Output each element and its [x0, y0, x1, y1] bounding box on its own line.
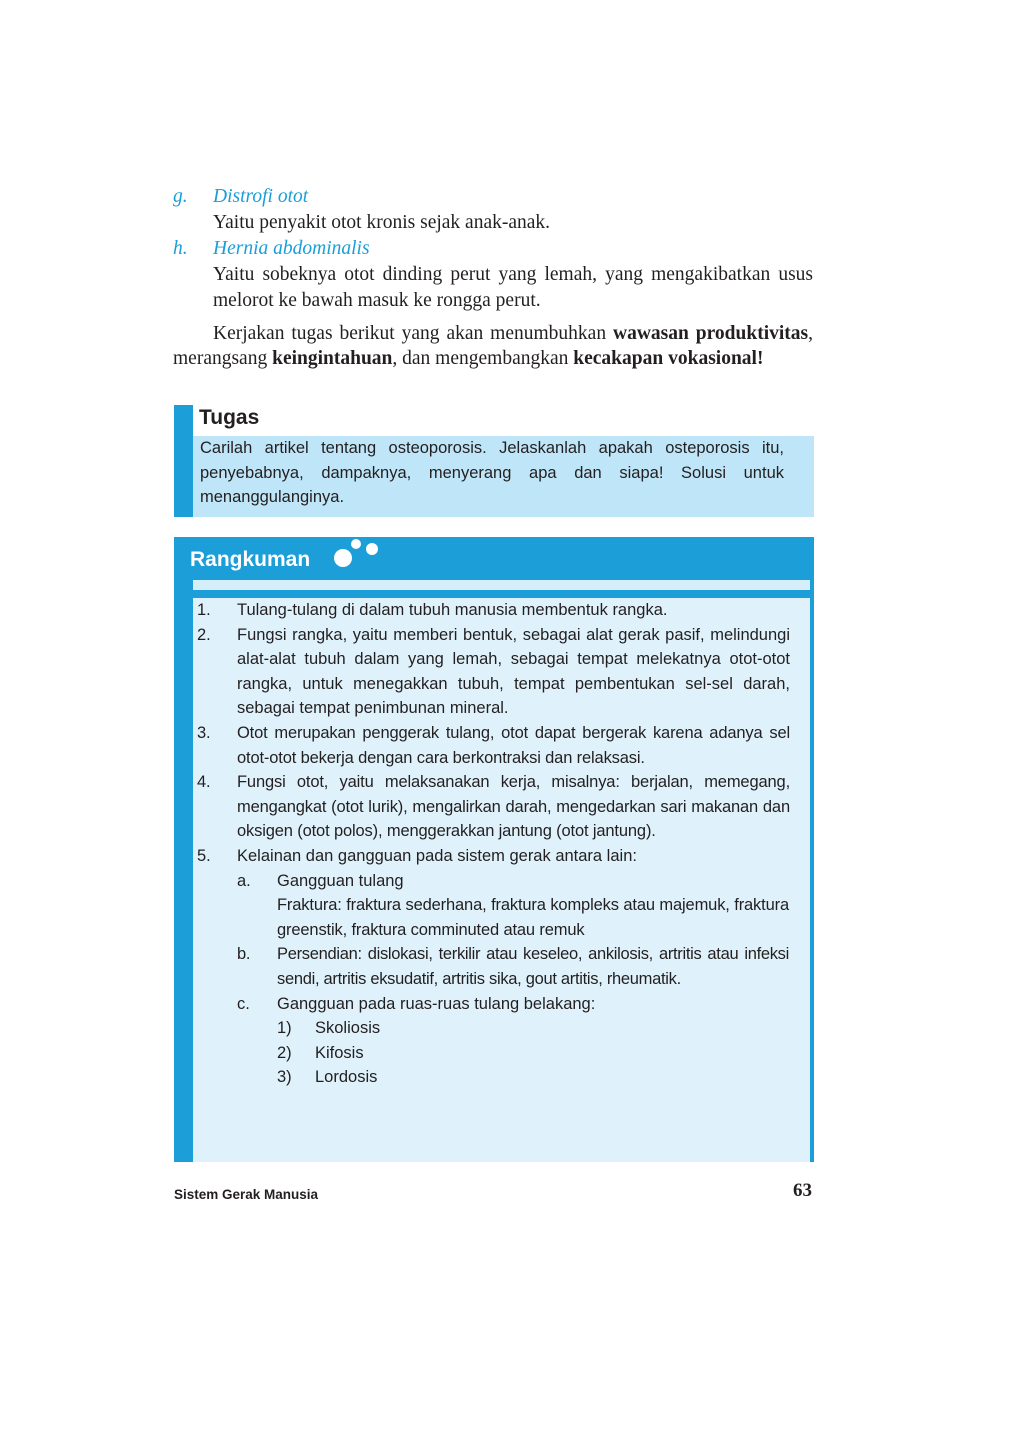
- list-item: [197, 721, 790, 770]
- sub-item-text: Persendian: dislokasi, terkilir atau keseleo, ankilosis, artritis atau infeksi sendi, artritis eksudatif, artritis sika, gout artitis, rheumatik.: [277, 945, 789, 988]
- intro-bold: keingintahuan: [272, 348, 393, 369]
- tugas-box: [174, 405, 814, 517]
- sub-sub-number: 1): [277, 1019, 292, 1038]
- sub-sub-text: Skoliosis: [315, 1019, 381, 1038]
- sub-item: [237, 942, 789, 991]
- intro-paragraph: [173, 321, 813, 371]
- page-number: 63: [793, 1180, 812, 1201]
- definition-item-h: [173, 236, 813, 314]
- sub-item-letter: a.: [237, 871, 251, 890]
- rangkuman-title: Rangkuman: [190, 548, 311, 571]
- item-text: Otot merupakan penggerak tulang, otot dapat bergerak karena adanya sel otot-otot bekerja dengan cara berkontraksi dan relaksasi.: [237, 723, 790, 767]
- sub-sub-text: Lordosis: [315, 1068, 378, 1087]
- definition-item-g: [173, 184, 813, 236]
- rangkuman-box: [174, 537, 814, 1162]
- sub-item-letter: b.: [237, 945, 251, 964]
- sub-item: [237, 869, 789, 943]
- list-item: [197, 623, 790, 721]
- sub-sub-text: Kifosis: [315, 1043, 364, 1062]
- item-description: Yaitu penyakit otot kronis sejak anak-anak.: [213, 212, 551, 233]
- footer-chapter-title: Sistem Gerak Manusia: [174, 1187, 319, 1202]
- item-text: Tulang-tulang di dalam tubuh manusia membentuk rangka.: [237, 601, 668, 619]
- sub-sub-item: [277, 1016, 789, 1041]
- item-number: 3.: [197, 723, 211, 742]
- decorative-dot-icon: [334, 549, 352, 567]
- intro-bold: kecakapan vokasional!: [573, 348, 764, 369]
- list-item: [197, 598, 790, 623]
- tugas-body: [193, 436, 814, 517]
- intro-bold: wawasan produktivitas: [613, 323, 809, 344]
- item-letter: g.: [173, 186, 188, 207]
- sub-sub-item: [277, 1041, 789, 1066]
- sub-item-letter: c.: [237, 994, 250, 1013]
- rangkuman-strip: [193, 580, 810, 590]
- item-text: Fungsi otot, yaitu melaksanakan kerja, misalnya: berjalan, memegang, mengangkat (otot lurik), mengalirkan darah, mengedarkan sari makanan dan oksigen (otot polos), menggerakkan jantung (otot jantung).: [237, 773, 790, 841]
- list-item: [197, 844, 790, 1090]
- sub-item-text: Gangguan tulang: [277, 871, 404, 890]
- tugas-heading: Tugas: [199, 406, 260, 429]
- rangkuman-list: [193, 598, 810, 1090]
- tugas-text: Carilah artikel tentang osteoporosis. Jelaskanlah apakah osteporosis itu, penyebabnya, dampaknya, menyerang apa dan siapa! Solusi untuk menanggulanginya.: [200, 439, 784, 506]
- item-term: Distrofi otot: [213, 186, 309, 207]
- intro-text: Kerjakan tugas berikut yang akan menumbuhkan: [213, 323, 613, 344]
- decorative-dot-icon: [366, 543, 378, 555]
- item-description: Yaitu sobeknya otot dinding perut yang lemah, yang mengakibatkan usus melorot ke bawah masuk ke rongga perut.: [213, 264, 813, 311]
- item-number: 5.: [197, 846, 211, 865]
- intro-text: , dan mengembangkan: [392, 348, 574, 369]
- tugas-accent-bar: [174, 405, 193, 517]
- sub-item: [237, 992, 789, 1090]
- sub-item-text: Gangguan pada ruas-ruas tulang belakang:: [277, 994, 596, 1013]
- item-number: 2.: [197, 625, 211, 644]
- intro-text: , merangsang: [173, 323, 813, 369]
- item-letter: h.: [173, 238, 188, 259]
- item-number: 1.: [197, 601, 211, 619]
- item-number: 4.: [197, 773, 211, 792]
- sub-sub-item: [277, 1065, 789, 1090]
- rangkuman-panel: [193, 598, 810, 1162]
- sub-sub-number: 2): [277, 1043, 292, 1062]
- sub-sub-number: 3): [277, 1068, 292, 1087]
- sub-item-detail: Fraktura: fraktura sederhana, fraktura kompleks atau majemuk, fraktura greenstik, fraktura comminuted atau remuk: [277, 896, 789, 939]
- list-item: [197, 770, 790, 844]
- item-term: Hernia abdominalis: [213, 238, 370, 259]
- item-text: Fungsi rangka, yaitu memberi bentuk, sebagai alat gerak pasif, melindungi alat-alat tubuh dalam yang lemah, sebagai tempat melekatnya otot-otot rangka, untuk menegakkan tubuh, tempat pembentukan sel-sel darah, sebagai tempat penimbunan mineral.: [237, 625, 790, 718]
- item-text: Kelainan dan gangguan pada sistem gerak antara lain:: [237, 846, 637, 865]
- decorative-dot-icon: [351, 539, 361, 549]
